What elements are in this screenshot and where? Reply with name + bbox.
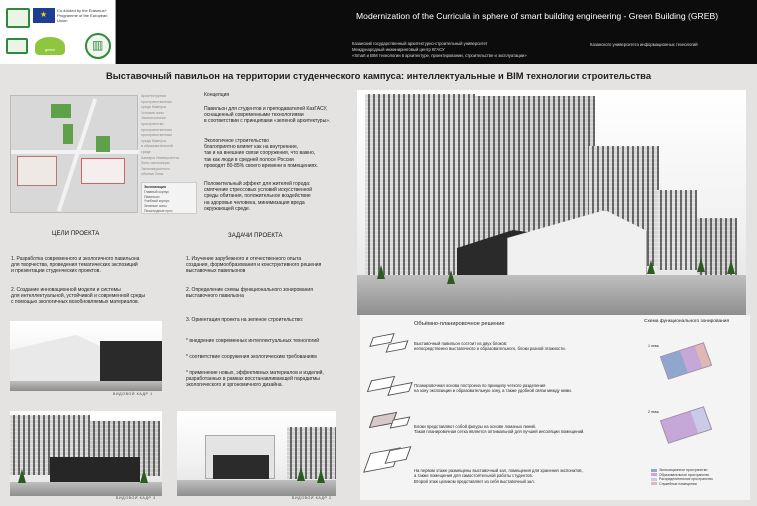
floor-2-label: 2 этаж (648, 410, 659, 414)
concept-heading: Концепция (204, 92, 230, 98)
university-seal-icon (85, 33, 111, 59)
zoning-heading: Схема функционального зонирования (644, 319, 730, 324)
legend-swatch (651, 482, 657, 485)
eu-flag-icon (33, 8, 55, 23)
text-line: для интеллектуальной, устойчивой и современной среды (11, 293, 146, 300)
tree-icon (297, 467, 305, 481)
site-plan-image (10, 95, 138, 213)
text-line: * внедрение современных интеллектуальных технологий (186, 338, 320, 344)
text-line: для творчества, проведения тематических экспозиций (11, 262, 138, 269)
site-note: Экспозиционного (141, 166, 170, 171)
book-logo-icon (6, 8, 30, 28)
view-caption-1: ВИДОВОЙ КАДР 1 (113, 392, 153, 396)
task-1 (186, 256, 321, 275)
site-legend-item: Главный корпус (144, 189, 169, 194)
tree-icon (447, 270, 455, 284)
volume-description-2 (414, 383, 572, 394)
greb-logo-icon (6, 38, 28, 54)
concept-paragraph-3 (204, 181, 312, 212)
org-line: Казанский государственный архитектурно-строительный университет (352, 41, 488, 46)
text-line: проводят 80-85% своего времени в помещениях. (204, 162, 319, 169)
text-line: Блоки представляют собой фигуры на основе ломаных линий. (414, 424, 537, 429)
site-note: среда Кампуса (141, 105, 166, 110)
site-legend-title: Экспликация (144, 185, 166, 189)
text-line: Выставочный павильон состоит из двух блоков: (414, 341, 508, 346)
goal-2 (11, 287, 145, 306)
text-line: среды обитания, положительное воздействие (204, 193, 311, 200)
site-note: среде (141, 149, 151, 154)
text-line: 1. Изучение зарубежного и отечественного опыта (186, 256, 302, 262)
text-line: На первом этаже размещены выставочный зал, помещения для хранения экспонатов, (414, 468, 583, 473)
green-zone-shape (63, 124, 73, 144)
legend-label: Образовательное пространство (659, 472, 710, 477)
text-line: непосредственно выставочного и образовательного, блоки разной этажности. (414, 346, 566, 352)
text-line: с помощью экологичных возобновляемых материалов. (11, 299, 140, 306)
volume-heading: Объёмно-планировочное решение (414, 321, 505, 327)
tree-icon (18, 469, 26, 483)
text-line: на зону экспозиции и образовательную зону, а также удобной связи между ними. (414, 388, 572, 394)
text-line: Такая планировочная сетка является оптимальной для лучшей инсоляции помещений. (414, 429, 585, 435)
text-line: так как люди в средней полосе России (204, 156, 294, 163)
building-footprint (17, 156, 57, 186)
view-caption-2: ВИДОВОЙ КАДР 2 (292, 496, 332, 500)
page-title: Выставочный павильон на территории студенческого кампуса: интеллектуальные и BIM технологии строительства (105, 70, 652, 81)
floor-1-label: 1 этаж (648, 344, 659, 348)
site-note: пространственные (141, 133, 173, 138)
site-note: пространственная (141, 99, 172, 104)
goal-1 (11, 256, 139, 275)
view-frame-3-image (10, 411, 162, 496)
site-note: Экологическое (141, 116, 166, 121)
pavilion-dark-volume (100, 341, 162, 385)
site-legend (141, 182, 197, 214)
text-line: а также помещения для самостоятельной работы студентов. (414, 473, 533, 479)
text-line: так и на внешние связи сооружения, что важно, (204, 150, 316, 157)
site-note: пространство (141, 121, 164, 126)
tower-facade (287, 427, 336, 479)
text-line: выставочных павильонов (186, 268, 246, 275)
text-line: * применение новых, эффективных материалов и изделий, (186, 370, 324, 376)
tree-icon (140, 469, 148, 483)
site-note: Условия зоны (141, 110, 165, 115)
view-frame-1-image (10, 321, 162, 391)
site-legend-item: Павильон (144, 194, 160, 199)
goals-heading: ЦЕЛИ ПРОЕКТА (52, 231, 100, 237)
ground (10, 482, 162, 496)
text-line: 2. Создание инновационной модели и системы (11, 287, 121, 293)
text-line: создания, формообразования и конструктивного решения (186, 262, 322, 269)
pavilion-dark-volume (50, 457, 140, 483)
tree-icon (697, 258, 705, 272)
site-legend-item: Зеленые зоны (144, 204, 167, 209)
text-line: оснащенный современными технологиями (204, 112, 304, 119)
text-line: выставочного павильона (186, 293, 244, 300)
org-line: Международный инжиниринговый центр КГАСУ (352, 47, 445, 52)
text-line: 3. Ориентация проекта на зеленое строительство: (186, 317, 304, 323)
site-notes (141, 94, 197, 182)
volume-description-1 (414, 341, 566, 352)
text-line: Второй этаж целиком представляет из себя выставочный зал. (414, 478, 535, 484)
ground (177, 480, 336, 496)
text-line: 2. Определение схемы функционального зонирования (186, 287, 313, 293)
task-bullet-2 (186, 354, 317, 360)
task-bullet-1 (186, 338, 319, 344)
task-bullet-3 (186, 370, 324, 389)
header-right-text: Казанского университета информационных технологий (590, 42, 698, 47)
legend-swatch (651, 469, 657, 472)
task-2 (186, 287, 313, 299)
tree-icon (317, 469, 325, 483)
view-caption-3: ВИДОВОЙ КАДР 3 (116, 496, 156, 500)
text-line: Павильон для студентов и преподавателей КазГАСУ, (204, 106, 328, 112)
green-zone-shape (51, 104, 71, 118)
header-bar (0, 0, 757, 64)
concept-paragraph-1 (204, 106, 330, 125)
project-title: Modernization of the Curricula in sphere of smart building engineering - Green Building (GREB) (356, 11, 719, 21)
green-zone-shape (96, 136, 110, 152)
text-line: благоприятно влияет как на внутренние, (204, 144, 299, 151)
site-note: Архитектурная (141, 94, 166, 98)
volume-description-4 (414, 468, 583, 484)
site-note: Кампуса Университета (141, 155, 179, 160)
site-note: Зоны экспозиции (141, 161, 170, 166)
text-line: на здоровье человека, минимизация вреда (204, 199, 305, 206)
legend-swatch (651, 478, 657, 481)
text-line: и презентации студенческих проектов. (11, 268, 101, 275)
tasks-heading: ЗАДАЧИ ПРОЕКТА (228, 233, 283, 239)
text-line: 1. Разработка современного и экологичного павильона (11, 256, 140, 262)
ground (357, 275, 746, 315)
text-line: в соответствии с принципами «зеленой архитектуры». (204, 118, 331, 125)
site-note: пространственная (141, 127, 172, 132)
logo-panel (0, 0, 116, 64)
legend-label: Экспозиционное пространство (659, 468, 708, 472)
text-line: * соответствие сооружения экологическим требованиям (186, 354, 317, 360)
site-legend-item: Пешеходные пути (144, 208, 173, 213)
text-line: Экологичное строительство (204, 138, 269, 144)
volume-description-3 (414, 424, 584, 435)
text-line: Положительный эффект для жителей города: (204, 181, 311, 187)
organization-lines (352, 41, 582, 59)
site-note: объема Зоны (141, 172, 164, 177)
text-line: Планировочная основа построена по принципу четкого разделения (414, 383, 546, 388)
text-line: экологического и эргономичного дизайна. (186, 382, 283, 389)
legend-swatch (651, 473, 657, 476)
task-3 (186, 317, 303, 323)
ground (10, 381, 162, 391)
tree-icon (647, 260, 655, 274)
text-line: окружающей среде. (204, 205, 251, 212)
building-footprint (81, 158, 125, 184)
zoning-legend (651, 468, 713, 486)
tree-icon (727, 260, 735, 274)
legend-label: Служебные помещения (659, 481, 697, 486)
site-note: среда Кампуса (141, 138, 166, 143)
view-frame-2-image (177, 411, 336, 496)
tree-icon (377, 265, 385, 279)
legend-label: Распределительное пространство (659, 477, 713, 482)
green-logo-icon: green (35, 37, 65, 55)
zoning-legend-item (651, 482, 713, 487)
main-rendering-image (357, 90, 746, 315)
site-legend-item: Учебный корпус (144, 199, 170, 204)
tower-facade (657, 190, 697, 270)
text-line: смягчение стрессовых условий искусственной (204, 187, 312, 194)
eu-cofunded-text: Co-funded by the Erasmus+ Programme of the European Union (57, 8, 108, 23)
org-line: «Smart и BIM технологии в архитектуре, проектировании, строительстве и эксплуатации» (352, 53, 527, 58)
pavilion-dark-volume (213, 455, 269, 479)
text-line: разработанных в рамках восстанавливающей парадигмы (186, 376, 320, 383)
concept-paragraph-2 (204, 138, 318, 169)
site-note: в образовательной (141, 144, 173, 149)
